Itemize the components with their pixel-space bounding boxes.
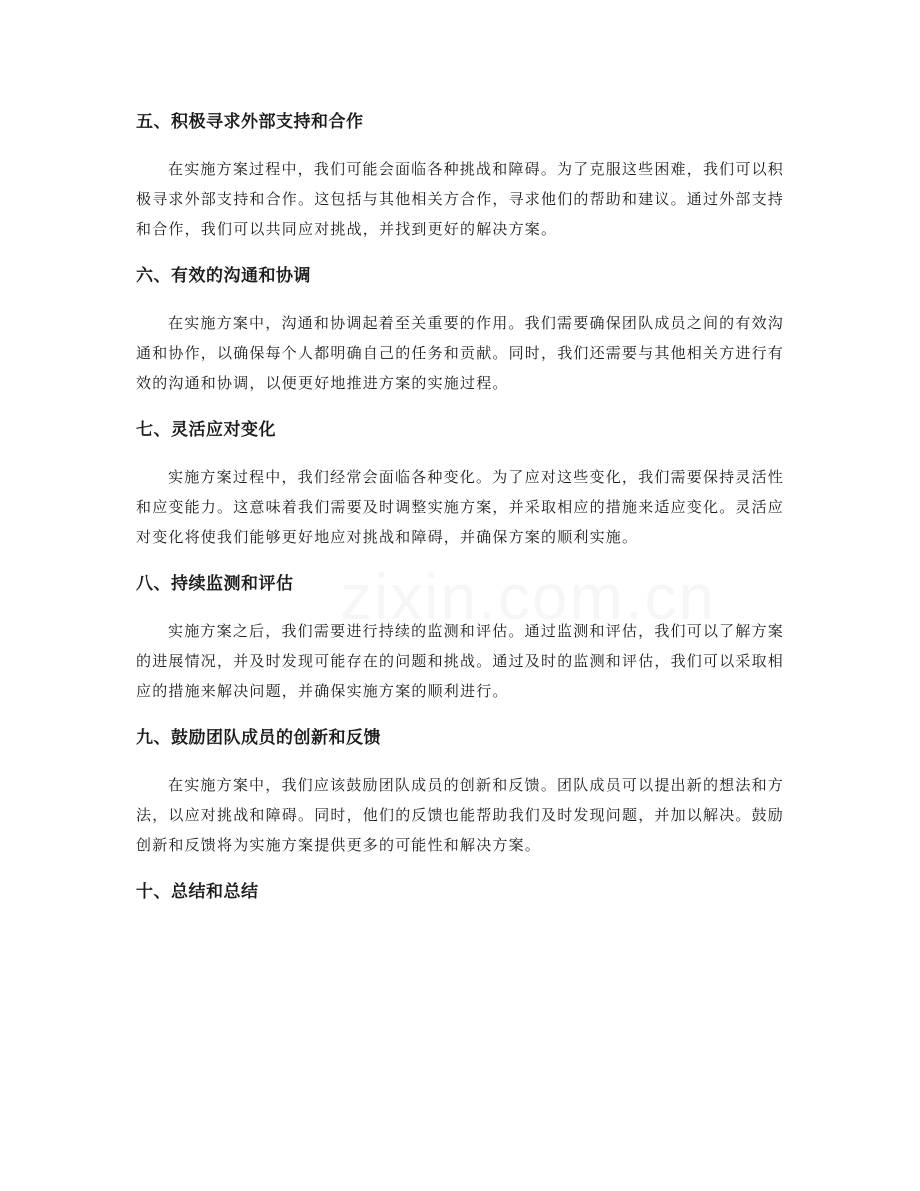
section-paragraph-5: 在实施方案过程中，我们可能会面临各种挑战和障碍。为了克服这些困难，我们可以积极寻求外部支持和合作。这包括与其他相关方合作，寻求他们的帮助和建议。通过外部支持和合作，我们可以共同应对挑战，并找到更好的解决方案。 (136, 160, 785, 238)
section-paragraph-9: 在实施方案中，我们应该鼓励团队成员的创新和反馈。团队成员可以提出新的想法和方法，以应对挑战和障碍。同时，他们的反馈也能帮助我们及时发现问题，并加以解决。鼓励创新和反馈将为实施方案提供更多的可能性和解决方案。 (136, 776, 785, 854)
section-paragraph-7: 实施方案过程中，我们经常会面临各种变化。为了应对这些变化，我们需要保持灵活性和应变能力。这意味着我们需要及时调整实施方案，并采取相应的措施来适应变化。灵活应对变化将使我们能够更好地应对挑战和障碍，并确保方案的顺利实施。 (136, 468, 785, 546)
section-heading-10: 十、总结和总结 (136, 882, 259, 902)
section-paragraph-6: 在实施方案中，沟通和协调起着至关重要的作用。我们需要确保团队成员之间的有效沟通和协作，以确保每个人都明确自己的任务和贡献。同时，我们还需要与其他相关方进行有效的沟通和协调，以便更好地推进方案的实施过程。 (136, 314, 785, 392)
section-heading-8: 八、持续监测和评估 (136, 574, 294, 594)
document-page (136, 104, 784, 924)
section-heading-5: 五、积极寻求外部支持和合作 (136, 112, 364, 132)
section-paragraph-8: 实施方案之后，我们需要进行持续的监测和评估。通过监测和评估，我们可以了解方案的进展情况，并及时发现可能存在的问题和挑战。通过及时的监测和评估，我们可以采取相应的措施来解决问题，并确保实施方案的顺利进行。 (136, 622, 785, 700)
section-heading-6: 六、有效的沟通和协调 (136, 266, 311, 286)
section-heading-9: 九、鼓励团队成员的创新和反馈 (136, 728, 381, 748)
section-heading-7: 七、灵活应对变化 (136, 420, 276, 440)
